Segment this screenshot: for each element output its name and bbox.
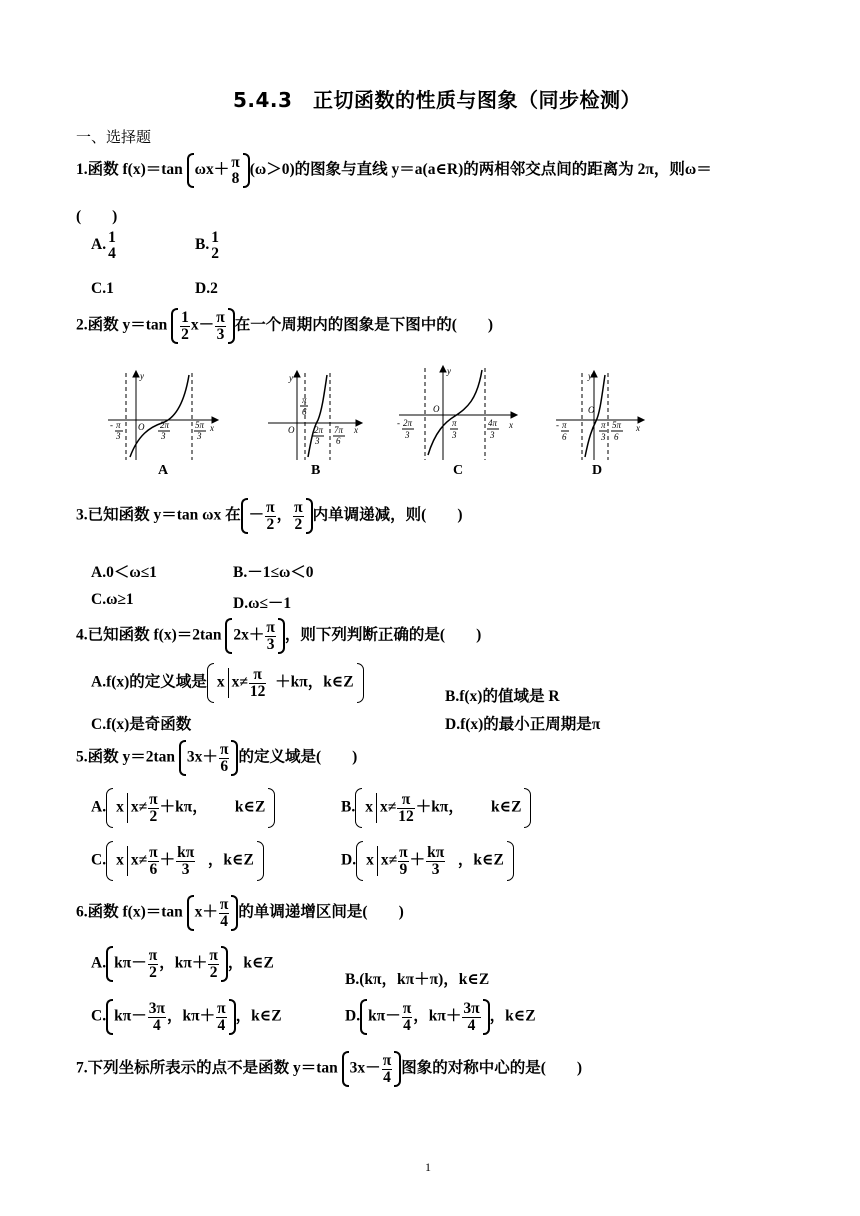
q5-b-set [355, 792, 531, 824]
q5-a-frac [148, 792, 159, 824]
q4-a-cond: x≠ [231, 673, 248, 691]
q5-option-b[interactable] [341, 792, 531, 824]
q2-stem-post: 在一个周期内的图象是下图中的( ) [234, 316, 494, 334]
question-6 [76, 897, 404, 929]
q3-paren [241, 500, 313, 532]
q6-d-n2: 3π [463, 1000, 480, 1017]
svg-text:4π: 4π [488, 418, 498, 428]
q5-c-knum: kπ [177, 844, 195, 861]
svg-text:3: 3 [601, 432, 606, 442]
svg-text:O: O [433, 404, 440, 414]
svg-text:π: π [116, 420, 121, 430]
q2-label-c: C [453, 463, 464, 478]
q5-b-bar [376, 793, 377, 823]
q4-three: 3 [266, 635, 275, 653]
q4-stem-pre: 4.已知函数 f(x)＝2tan [76, 626, 226, 644]
q5-c-frac [148, 845, 159, 877]
q6-a-kz: ，k∈Z [227, 954, 274, 972]
q5-d-num: π [399, 844, 408, 861]
svg-text:x: x [509, 420, 513, 430]
q7-stem-pre: 7.下列坐标所表示的点不是函数 y＝tan [76, 1059, 342, 1077]
q5-a-den: 2 [149, 807, 158, 825]
svg-text:π: π [562, 420, 567, 430]
svg-text:-: - [397, 418, 400, 428]
q6-a-right: kπ＋ [174, 954, 208, 972]
q4-a-bar [228, 668, 229, 698]
q6-a-d2: 2 [209, 963, 218, 981]
q5-d-label: D. [341, 851, 357, 869]
q1-inner: ωx＋ [194, 161, 230, 179]
q4-paren [225, 620, 285, 652]
q6-c-n2: π [217, 1000, 226, 1017]
q4-option-b[interactable]: B.f(x)的值域是 R [445, 688, 560, 705]
page-number: 1 [425, 1160, 431, 1174]
svg-text:3: 3 [452, 430, 457, 440]
svg-text:y: y [588, 371, 592, 381]
q1-b-den: 2 [211, 244, 219, 262]
q5-d-kz: ，k∈Z [457, 851, 504, 869]
q6-d-label: D. [345, 1007, 361, 1025]
q3-option-d[interactable]: D.ω≤－1 [233, 595, 292, 612]
q5-b-tail: ＋kπ， [415, 798, 464, 816]
q6-c-frac2 [216, 1001, 227, 1033]
q5-d-x: x [366, 851, 374, 869]
q6-a-sep: ， [159, 954, 175, 972]
page-title: 5.4.3 正切函数的性质与图象（同步检测） [233, 88, 641, 112]
q5-a-label: A. [91, 798, 107, 816]
q6-a-n1: π [148, 947, 158, 964]
q5-pi: π [219, 741, 229, 758]
q6-c-d2: 4 [217, 1016, 226, 1034]
q5-c-label: C. [91, 851, 107, 869]
svg-text:π: π [601, 420, 606, 430]
q1-a-frac [107, 230, 117, 261]
q4-a-tail: ＋kπ，k∈Z [275, 673, 354, 691]
svg-text:6: 6 [562, 432, 567, 442]
q4-a-frac [249, 667, 267, 699]
q6-c-frac1 [148, 1001, 166, 1033]
q1-b-num: 1 [211, 229, 219, 246]
q6-a-left: kπ－ [114, 954, 147, 972]
svg-text:O: O [288, 425, 295, 435]
q6-c-d1: 4 [152, 1016, 161, 1034]
q5-inner: 3x＋ [186, 748, 218, 766]
q1-stem-post: (ω＞0)的图象与直线 y＝a(a∈R)的两相邻交点间的距离为 2π，则ω＝ [249, 161, 712, 179]
q6-option-d[interactable] [345, 1001, 536, 1033]
q5-b-num: π [397, 792, 415, 809]
q6-a-d1: 2 [149, 963, 157, 981]
svg-text:5π: 5π [195, 420, 205, 430]
q5-a-x: x [116, 798, 124, 816]
q3-stem-pre: 3.已知函数 y＝tan ωx 在 [76, 506, 241, 524]
q5-d-kfrac [426, 845, 445, 877]
q5-c-bar [127, 846, 128, 876]
q6-option-c[interactable] [91, 1001, 282, 1033]
q1-option-b[interactable] [195, 230, 221, 261]
q3-option-c[interactable]: C.ω≥1 [91, 591, 134, 608]
question-7 [76, 1053, 582, 1085]
q4-a-label: A.f(x)的定义域是 [91, 673, 207, 691]
q6-d-sep: ， [413, 1007, 429, 1025]
q5-d-set [356, 845, 514, 877]
question-2 [76, 310, 493, 342]
q3-neg: － [248, 506, 265, 524]
q1-blank: ( ) [76, 208, 118, 225]
q5-a-kz: k∈Z [234, 798, 266, 816]
q4-a-x: x [216, 673, 225, 691]
q3-frac1 [265, 500, 276, 532]
q5-c-plus: ＋ [159, 851, 176, 869]
q6-c-label: C. [91, 1007, 107, 1025]
q5-d-plus: ＋ [409, 851, 426, 869]
svg-text:3: 3 [490, 430, 495, 440]
q1-a-num: 1 [108, 229, 116, 246]
q1-eight: 8 [231, 169, 240, 187]
q2-label-b: B [311, 463, 321, 478]
q6-inner: x＋ [194, 903, 218, 921]
q6-c-left: kπ－ [114, 1007, 147, 1025]
q2-graph-c[interactable] [395, 360, 525, 465]
q7-four: 4 [383, 1068, 391, 1086]
q2-paren [171, 310, 235, 342]
svg-text:y: y [447, 366, 451, 376]
q4-stem-post: ，则下列判断正确的是( ) [284, 626, 482, 644]
q1-frac [230, 155, 241, 186]
svg-text:x: x [636, 423, 640, 433]
svg-text:O: O [138, 422, 145, 432]
q6-c-sep: ， [166, 1007, 183, 1025]
q6-c-right: kπ＋ [182, 1007, 216, 1025]
q6-c-interval [106, 1001, 236, 1033]
q5-c-x: x [116, 851, 124, 869]
q2-half-den: 2 [181, 325, 189, 343]
q5-frac [219, 742, 230, 774]
q7-frac [382, 1053, 393, 1085]
q2-half-num: 1 [181, 309, 189, 326]
q6-a-label: A. [91, 954, 107, 972]
q4-a-pi: π [249, 667, 267, 684]
svg-text:2π: 2π [160, 420, 170, 430]
q2-frac [215, 310, 226, 342]
q5-c-kden: 3 [181, 860, 190, 878]
q3-pi1: π [266, 499, 275, 516]
q5-b-den: 12 [398, 807, 414, 825]
q6-d-d1: 4 [403, 1016, 411, 1034]
q6-option-b[interactable]: B.(kπ，kπ＋π)，k∈Z [345, 971, 490, 988]
q1-option-a[interactable] [91, 230, 118, 261]
svg-text:3: 3 [197, 431, 202, 441]
q6-d-kz: ，k∈Z [489, 1007, 536, 1025]
q1-a-den: 4 [108, 244, 116, 262]
svg-text:7π: 7π [334, 425, 344, 435]
svg-text:6: 6 [614, 432, 619, 442]
q5-c-den: 6 [149, 860, 158, 878]
q5-option-a[interactable] [91, 792, 275, 824]
q5-option-d[interactable] [341, 845, 514, 877]
q5-a-num: π [149, 791, 158, 808]
q1-pi: π [231, 154, 240, 171]
question-5 [76, 742, 357, 774]
q1-option-c[interactable]: C.1 [91, 280, 114, 297]
q6-a-n2: π [209, 947, 218, 964]
q5-b-cond: x≠ [379, 798, 397, 816]
svg-text:2π: 2π [403, 418, 413, 428]
svg-text:6: 6 [302, 407, 307, 417]
q4-inner: 2x＋ [233, 626, 265, 644]
q3-comma: ， [276, 506, 293, 524]
q6-c-kz: ，k∈Z [235, 1007, 282, 1025]
q2a-y-label: y [140, 371, 144, 381]
q6-d-n1: π [402, 1000, 412, 1017]
svg-text:3: 3 [116, 431, 121, 441]
q4-a-twelve: 12 [249, 682, 266, 700]
q6-four: 4 [220, 912, 229, 930]
q6-stem-post: 的单调递增区间是( ) [238, 903, 404, 921]
q5-a-bar [127, 793, 128, 823]
q3-stem-post: 内单调递减，则( ) [312, 506, 463, 524]
question-1 [76, 155, 712, 186]
question-3 [76, 500, 462, 532]
q1-b-frac [210, 230, 220, 261]
q5-b-kz: k∈Z [490, 798, 522, 816]
q1-stem-pre: 1.函数 f(x)＝tan [76, 161, 187, 179]
q6-a-frac2 [208, 948, 219, 980]
svg-text:O: O [588, 405, 595, 415]
q5-c-set [106, 845, 264, 877]
q1-b-label: B. [195, 236, 210, 254]
q3-two1: 2 [266, 515, 275, 533]
q5-d-den: 9 [399, 860, 408, 878]
q3-pi2: π [294, 499, 303, 516]
q6-paren [187, 897, 239, 929]
q4-pi: π [266, 619, 275, 636]
q2-pi: π [216, 309, 225, 326]
svg-text:π: π [452, 418, 457, 428]
question-4 [76, 620, 481, 652]
q5-a-set [106, 792, 275, 824]
q5-d-cond: x≠ [380, 851, 398, 869]
svg-text:3: 3 [405, 430, 410, 440]
q5-stem-post: 的定义域是( ) [238, 748, 358, 766]
q5-d-frac [398, 845, 409, 877]
q6-d-d2: 4 [467, 1016, 476, 1034]
q1-paren [187, 155, 250, 186]
q6-d-interval [360, 1001, 490, 1033]
svg-text:-: - [110, 420, 113, 430]
svg-text:6: 6 [336, 436, 341, 446]
q5-stem-pre: 5.函数 y＝2tan [76, 748, 179, 766]
q2-label-d: D [592, 463, 603, 478]
q6-a-frac1 [148, 948, 159, 980]
svg-text:2π: 2π [314, 425, 324, 435]
svg-text:x: x [210, 423, 214, 433]
q5-b-label: B. [341, 798, 356, 816]
q5-c-num: π [149, 844, 158, 861]
q4-a-set [207, 667, 364, 699]
q7-inner: 3x－ [349, 1059, 381, 1077]
q5-b-frac [397, 792, 415, 824]
q5-option-c[interactable] [91, 845, 264, 877]
q5-b-x: x [365, 798, 373, 816]
q6-a-interval [106, 948, 228, 980]
q7-stem-post: 图象的对称中心的是( ) [401, 1059, 583, 1077]
q6-d-left: kπ－ [368, 1007, 401, 1025]
q2-half [180, 310, 190, 342]
q3-option-a[interactable]: A.0＜ω≤1 [91, 564, 157, 581]
q5-c-kz: ，k∈Z [207, 851, 254, 869]
svg-text:x: x [354, 425, 358, 435]
q5-c-cond: x≠ [130, 851, 148, 869]
q6-pi: π [219, 896, 229, 913]
q2-label-a: A [158, 463, 169, 478]
svg-text:5π: 5π [612, 420, 622, 430]
svg-text:π: π [302, 395, 307, 405]
q1-a-label: A. [91, 236, 107, 254]
q6-d-right: kπ＋ [428, 1007, 462, 1025]
svg-text:3: 3 [315, 436, 320, 446]
q6-d-frac1 [402, 1001, 413, 1033]
q7-pi: π [382, 1052, 392, 1069]
q5-six: 6 [220, 757, 229, 775]
q2-mid: x－ [190, 316, 215, 334]
q5-d-bar [377, 846, 378, 876]
q2-graph-d[interactable] [552, 365, 652, 465]
q3-option-b[interactable]: B.－1≤ω＜0 [233, 564, 314, 581]
svg-text:y: y [289, 373, 293, 383]
svg-text:3: 3 [161, 431, 166, 441]
q6-option-a[interactable] [91, 948, 274, 980]
q6-frac [219, 897, 230, 929]
q2-graph-b[interactable] [262, 365, 372, 465]
q5-a-cond: x≠ [130, 798, 148, 816]
q4-frac [265, 620, 276, 652]
q6-d-frac2 [462, 1001, 480, 1033]
q5-paren [179, 742, 239, 774]
q3-two2: 2 [294, 515, 303, 533]
q6-stem-pre: 6.函数 f(x)＝tan [76, 903, 187, 921]
q5-d-knum: kπ [427, 844, 445, 861]
section-heading: 一、选择题 [76, 128, 152, 146]
q3-frac2 [293, 500, 304, 532]
q7-paren [342, 1053, 402, 1085]
q2-three: 3 [216, 325, 225, 343]
q4-option-a[interactable] [91, 667, 364, 699]
q6-c-n1: 3π [148, 1000, 165, 1017]
q4-option-d[interactable]: D.f(x)的最小正周期是π [445, 716, 601, 733]
q2-stem-pre: 2.函数 y＝tan [76, 316, 172, 334]
q5-a-tail: ＋kπ， [159, 798, 208, 816]
q5-c-kfrac [176, 845, 195, 877]
q2-graph-a[interactable] [100, 365, 230, 465]
q1-option-d[interactable]: D.2 [195, 280, 218, 297]
svg-text:-: - [556, 420, 559, 430]
q4-option-c[interactable]: C.f(x)是奇函数 [91, 716, 192, 733]
q5-d-kden: 3 [431, 860, 440, 878]
